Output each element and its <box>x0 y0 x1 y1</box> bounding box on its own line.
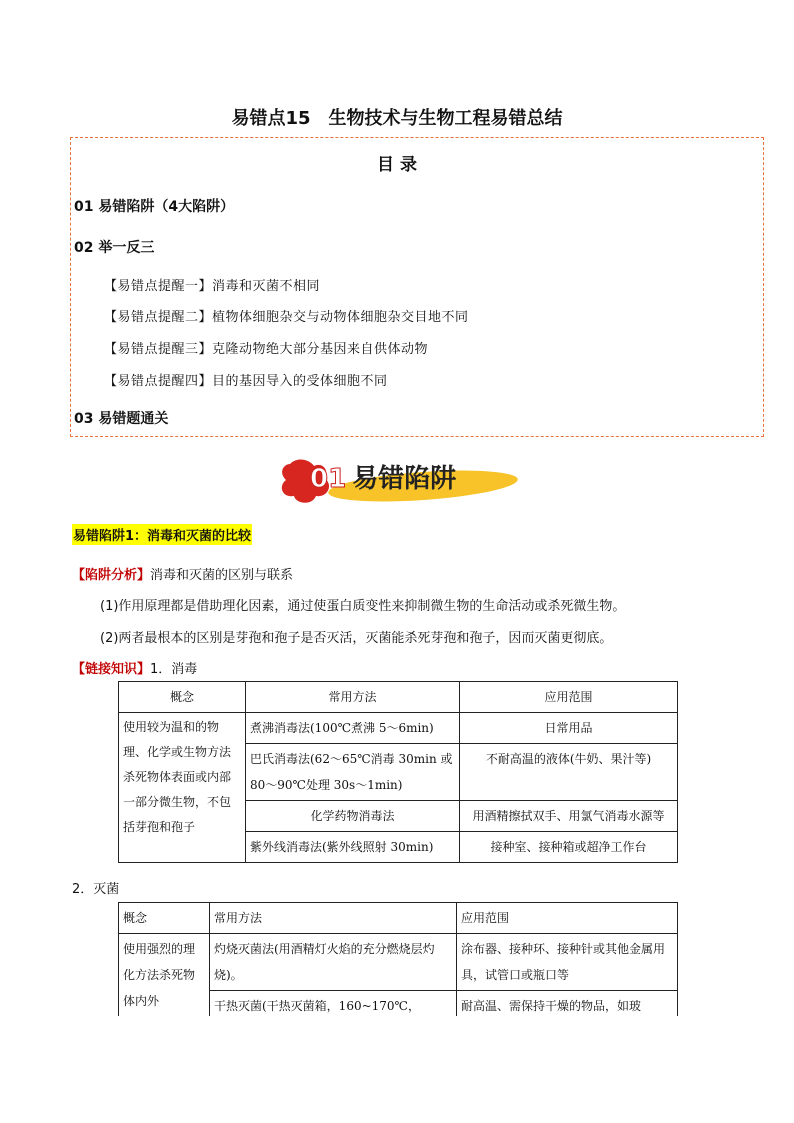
toc-section-2: 02 举一反三 <box>74 240 155 256</box>
table-cell: 不耐高温的液体(牛奶、果汁等) <box>460 744 678 801</box>
document-title: 易错点15 生物技术与生物工程易错总结 <box>231 108 563 129</box>
toc-item: 【易错点提醒一】消毒和灭菌不相同 <box>104 279 321 294</box>
table-cell: 接种室、接种箱或超净工作台 <box>460 832 678 863</box>
banner-number: 01 <box>310 464 347 494</box>
analysis-point-1: (1)作用原理都是借助理化因素，通过使蛋白质变性来抑制微生物的生命活动或杀死微生物。 <box>100 599 626 614</box>
table-concept-cell: 使用强烈的理化方法杀死物体内外 <box>119 934 210 1022</box>
table-cell: 涂布器、接种环、接种针或其他金属用具，试管口或瓶口等 <box>457 934 678 991</box>
table-cell: 巴氏消毒法(62～65℃消毒 30min 或 80～90℃处理 30s～1min) <box>246 744 460 801</box>
toc-item: 【易错点提醒二】植物体细胞杂交与动物体细胞杂交目地不同 <box>104 310 469 325</box>
toc-section-3: 03 易错题通关 <box>74 411 169 427</box>
analysis-label: 【陷阱分析】 <box>72 568 151 583</box>
trap-title: 易错陷阱1：消毒和灭菌的比较 <box>72 524 252 545</box>
disinfection-table <box>118 681 678 863</box>
table-concept-cell: 使用较为温和的物理、化学或生物方法杀死物体表面或内部一部分微生物，不包括芽孢和孢子 <box>119 713 246 863</box>
table-cell: 紫外线消毒法(紫外线照射 30min) <box>246 832 460 863</box>
table-header-cell: 应用范围 <box>457 903 678 934</box>
analysis-point-2: (2)两者最根本的区别是芽孢和孢子是否灭活，灭菌能杀死芽孢和孢子，因而灭菌更彻底。 <box>100 631 613 646</box>
table-row <box>119 934 678 991</box>
toc-section-1: 01 易错陷阱（4大陷阱） <box>74 199 235 215</box>
page-bottom-whitespace <box>0 1016 794 1123</box>
table-row <box>119 713 678 744</box>
table-header-row <box>119 682 678 713</box>
section-2-label: 2．灭菌 <box>72 882 120 897</box>
table-cell: 化学药物消毒法 <box>246 801 460 832</box>
table-cell: 煮沸消毒法(100℃煮沸 5～6min) <box>246 713 460 744</box>
link-line <box>72 658 197 677</box>
toc-heading: 目 录 <box>377 155 417 175</box>
link-label: 【链接知识】 <box>72 662 151 677</box>
table-cell: 用酒精擦拭双手、用氯气消毒水源等 <box>460 801 678 832</box>
analysis-text: 消毒和灭菌的区别与联系 <box>150 568 294 583</box>
banner-text <box>310 458 456 495</box>
table-header-cell: 概念 <box>119 682 246 713</box>
toc-item: 【易错点提醒四】目的基因导入的受体细胞不同 <box>104 374 388 389</box>
table-cell: 灼烧灭菌法(用酒精灯火焰的充分燃烧层灼烧)。 <box>210 934 457 991</box>
toc-item: 【易错点提醒三】克隆动物绝大部分基因来自供体动物 <box>104 342 429 357</box>
table-header-row <box>119 903 678 934</box>
table-header-cell: 常用方法 <box>210 903 457 934</box>
table-header-cell: 概念 <box>119 903 210 934</box>
sterilization-table <box>118 902 678 1022</box>
section-banner <box>278 450 528 510</box>
analysis-line <box>72 564 293 583</box>
table-header-cell: 应用范围 <box>460 682 678 713</box>
table-cell: 干热灭菌(干热灭菌箱，160~170℃， <box>210 991 457 1022</box>
table-cell: 耐高温、需保持干燥的物品，如玻 <box>457 991 678 1022</box>
link-text: 1．消毒 <box>150 662 198 677</box>
table-header-cell: 常用方法 <box>246 682 460 713</box>
table-cell: 日常用品 <box>460 713 678 744</box>
banner-label: 易错陷阱 <box>352 464 457 494</box>
